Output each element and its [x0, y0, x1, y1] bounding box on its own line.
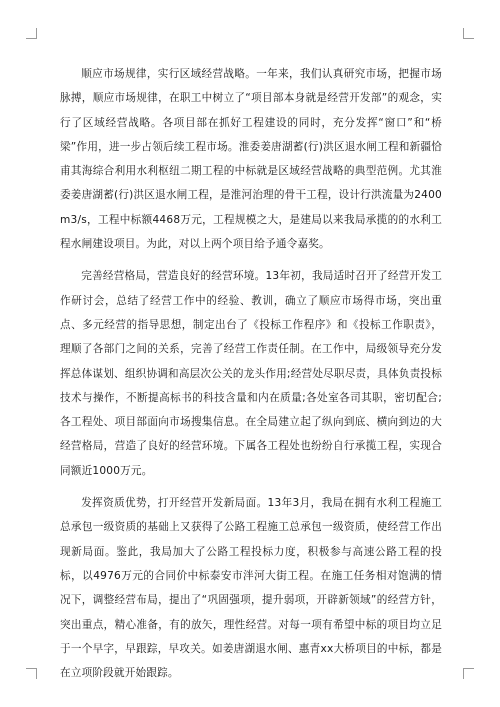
- paragraph-business-structure: 完善经营格局，营造良好的经营环境。13年初，我局适时召开了经营开发工作研讨会，总结了经营工作中的经验、教训，确立了顺应市场得市场，突出重点、多元经营的指导思想，制定出台了《投标工作程序》和《投标工作职责》，理顺了各部门之间的关系，完善了经营工作责任制。在工作中，局级领导充分发挥总体谋划、组织协调和高层次公关的龙头作用;经营处尽职尽责，具体负责投标技术与操作，不断提高标书的科技含量和内在质量;各处室各司其职，密切配合;各工程处、项目部面向市场搜集信息。在全局建立起了纵向到底、横向到边的大经营格局，营造了良好的经营环境。下属各工程处也纷纷自行承揽工程，实现合同额近1000万元。: [60, 270, 442, 477]
- paragraph-qualification-advantage: 发挥资质优势，打开经营开发新局面。13年3月，我局在拥有水利工程施工总承包一级资质的基础上又获得了公路工程施工总承包一级资质，使经营工作出现新局面。鉴此，我局加大了公路工程投标力度，积极参与高速公路工程的投标，以4976万元的合同价中标泰安市泮河大街工程。在施工任务相对饱满的情况下，调整经营布局，提出了“巩固强项，提升弱项，开辟新领域”的经营方针，突出重点，精心准备，有的放矢，理性经营。对每一项有希望中标的项目均立足于一个早字，早跟踪，早攻关。如姜唐湖退水闸、惠青xx大桥项目的中标，都是在立项阶段就开始跟踪。: [60, 497, 442, 680]
- crop-mark-top-left: [26, 28, 37, 39]
- crop-mark-top-right: [463, 28, 474, 39]
- paragraph-regional-strategy: 顺应市场规律，实行区域经营战略。一年来，我们认真研究市场，把握市场脉搏，顺应市场规律，在职工中树立了“项目部本身就是经营开发部”的观念，实行了区域经营战略。各项目部在抓好工程建设的同时，充分发挥“窗口”和“桥梁”作用，进一步占领后续工程市场。淮委姜唐湖蓄(行)洪区退水闸工程和新疆恰甫其海综合利用水利枢纽二期工程的中标就是区域经营战略的典型范例。尤其淮委姜唐湖蓄(行)洪区退水闸工程，是淮河治理的骨干工程，设计行洪流量为2400m3/s，工程中标额4468万元，工程规模之大，是建局以来我局承揽的的水利工程水闸建设项目。为此，对以上两个项目给予通令嘉奖。: [60, 68, 442, 251]
- crop-mark-bottom-left: [26, 668, 37, 679]
- document-body: [60, 62, 442, 693]
- crop-mark-bottom-right: [463, 668, 474, 679]
